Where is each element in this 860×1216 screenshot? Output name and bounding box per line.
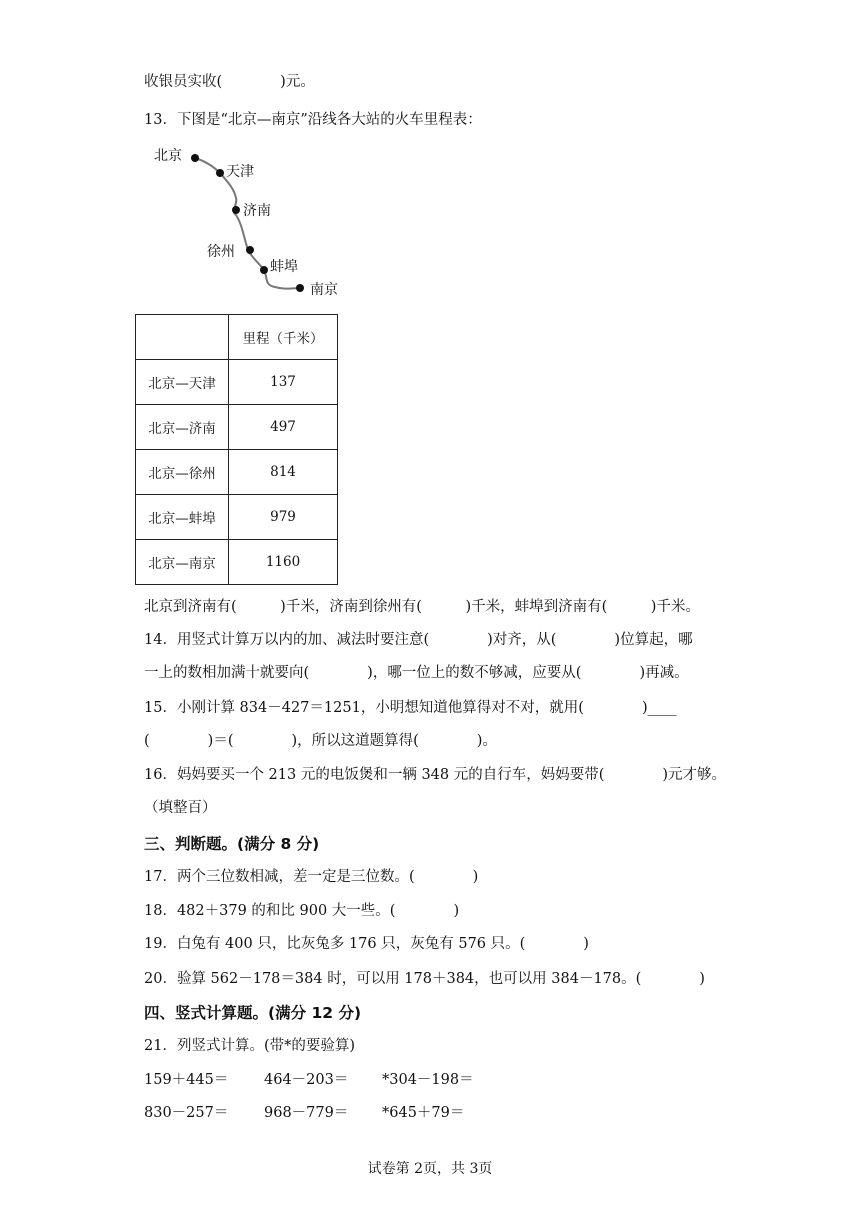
calc-problem: *645＋79＝ [382,1105,465,1121]
calc-problem: 159＋445＝ [144,1072,229,1088]
km-cell: 979 [229,495,338,540]
table-row [136,540,338,585]
table-row [136,495,338,540]
station-dot-bengbu [260,266,268,274]
question-14-line1: 14．用竖式计算万以内的加、减法时要注意( )对齐，从( )位算起，哪 [144,632,693,648]
station-dot-xuzhou [246,246,254,254]
table-header-cell: 里程（千米） [229,315,338,360]
route-cell: 北京—蚌埠 [136,495,229,540]
question-18: 18．482＋379 的和比 900 大一些。( ) [144,903,460,919]
section-4-heading: 四、竖式计算题。(满分 12 分) [144,1004,362,1022]
railway-map [140,140,360,310]
station-dot-tianjin [216,169,224,177]
route-cell: 北京—南京 [136,540,229,585]
station-label-beijing: 北京 [154,148,182,164]
station-dot-jinan [232,206,240,214]
mileage-table [135,314,338,585]
table-row [136,360,338,405]
table-header-row [136,315,338,360]
km-cell: 1160 [229,540,338,585]
station-label-tianjin: 天津 [226,164,254,180]
station-dot-beijing [191,154,199,162]
question-17: 17．两个三位数相减，差一定是三位数。( ) [144,869,479,885]
question-13: 13．下图是“北京—南京”沿线各大站的火车里程表： [144,112,482,128]
station-dot-nanjing [296,284,304,292]
question-14-line2: 一上的数相加满十就要向( )，哪一位上的数不够减，应要从( )再减。 [144,665,689,681]
answer-line-cashier: 收银员实收( )元。 [144,74,315,90]
question-16-line2: （填整百） [144,800,217,816]
table-row [136,405,338,450]
km-cell: 137 [229,360,338,405]
question-19: 19．白兔有 400 只，比灰兔多 176 只，灰兔有 576 只。( ) [144,936,589,952]
station-label-bengbu: 蚌埠 [270,259,298,275]
calc-problem: *304－198＝ [382,1072,474,1088]
table-row [136,450,338,495]
question-15-line1: 15．小刚计算 834－427＝1251，小明想知道他算得对不对，就用( )____ [144,700,677,716]
station-label-nanjing: 南京 [310,282,338,298]
station-label-jinan: 济南 [243,203,271,219]
calc-problem: 464－203＝ [264,1072,349,1088]
page-footer: 试卷第 2页，共 3页 [367,1161,493,1177]
question-20: 20．验算 562－178＝384 时，可以用 178＋384，也可以用 384－178。( ) [144,971,705,987]
station-label-xuzhou: 徐州 [207,244,235,260]
route-cell: 北京—济南 [136,405,229,450]
calc-problem: 968－779＝ [264,1105,349,1121]
route-cell: 北京—徐州 [136,450,229,495]
question-13-blanks: 北京到济南有( )千米，济南到徐州有( )千米，蚌埠到济南有( )千米。 [144,599,700,615]
calc-problem: 830－257＝ [144,1105,229,1121]
question-15-line2: ( )＝( )，所以这道题算得( )。 [144,733,497,749]
km-cell: 814 [229,450,338,495]
km-cell: 497 [229,405,338,450]
table-header-cell [136,315,229,360]
route-cell: 北京—天津 [136,360,229,405]
question-21: 21．列竖式计算。(带*的要验算) [144,1038,356,1054]
section-3-heading: 三、判断题。(满分 8 分) [144,835,320,853]
question-16-line1: 16．妈妈要买一个 213 元的电饭煲和一辆 348 元的自行车，妈妈要带( )元才够。 [144,767,727,783]
